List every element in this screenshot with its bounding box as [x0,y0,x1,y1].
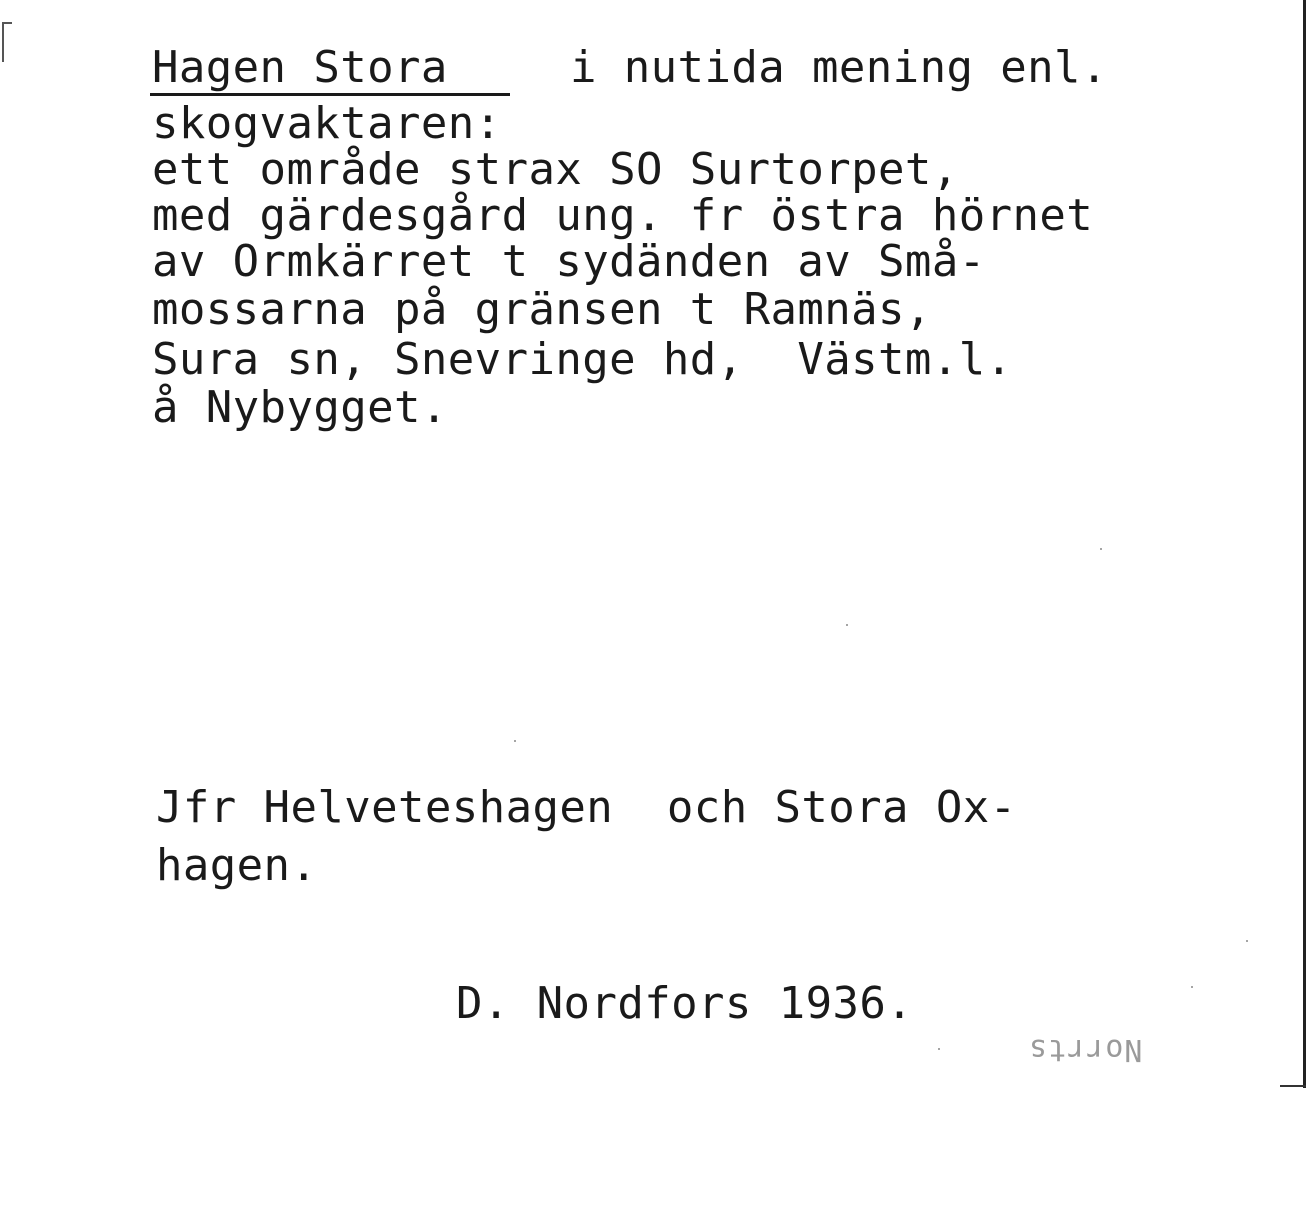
reference-line-1: Jfr Helveteshagen och Stora Ox- [156,782,1017,833]
paper-speck [1100,548,1102,550]
reference-line-2: hagen. [156,840,318,891]
paper-speck [938,1048,940,1050]
paper-speck [1191,986,1193,988]
definition-line-3: ett område strax SO Surtorpet, [152,144,959,195]
definition-line-4: med gärdesgård ung. fr östra hörnet [152,190,1094,241]
definition-line-1: i nutida mening enl. [570,42,1108,93]
card-edge-left-tick [2,22,12,24]
definition-line-7: Sura sn, Snevringe hd, Västm.l. [152,334,1013,385]
definition-line-2: skogvaktaren: [152,98,502,149]
card-edge-right [1303,0,1306,1088]
bleed-through-stamp: Norrts [1028,1032,1143,1067]
definition-line-5: av Ormkärret t sydänden av Små- [152,236,986,287]
paper-speck [846,624,848,626]
paper-speck [514,740,516,742]
heading-term: Hagen Stora [152,42,448,93]
card-edge-left [2,22,4,62]
heading-underline [150,93,510,96]
definition-line-8: å Nybygget. [152,382,448,433]
card-edge-bottom [1280,1085,1306,1087]
paper-speck [1246,940,1248,942]
signature: D. Nordfors 1936. [456,978,914,1029]
definition-line-6: mossarna på gränsen t Ramnäs, [152,284,932,335]
